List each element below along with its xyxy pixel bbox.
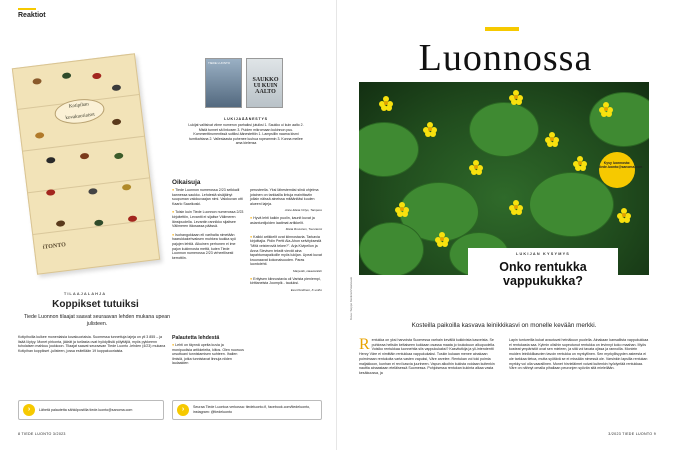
letter-3-signature: Marja Ek, Haaviankiin (292, 268, 322, 273)
feedback-title: Palautetta lehdestä (172, 335, 220, 341)
question-headline: Onko rentukka vappukukka? (499, 260, 587, 288)
bullet-icon: ● (250, 234, 254, 239)
question-box (468, 248, 618, 322)
correction-3: Isohangokkaan eli varihalta nimetään haarukkakehvaksen muhkea tuukka syö pajujen lehtiä. Aikuinen perhonen ei ime pajun kukinnosta mettä, kuten Tiede Luonnon numerossa 2/23 virheellisesti kerrottiin. (172, 232, 236, 260)
magazine-cover-2 (246, 58, 283, 108)
bullet-icon: ● (172, 210, 176, 215)
bullet-icon: ● (250, 276, 254, 281)
section-label: Reaktiot (18, 12, 46, 19)
send-feedback-box (18, 400, 164, 420)
correction-1: Tiede Luonnon numerossa 2/23 seikkaili kannessa saukko. Lehdestä sisäjäinyt suupuman valokuvaajan nimi. Valokuvan otti Kaarlo Saarikoski. (172, 188, 243, 206)
article-deck: Kosteilla paikoilla kasvava leinikkikasvi on monelle kevään merkki. (411, 322, 597, 329)
folio-left: 8 TIEDE LUONTO 3/2023 (18, 432, 66, 436)
poster-subtitle: Tiede Luonnon tilaajat saavat seuraavan lehden mukana upean julisteen. (23, 314, 171, 327)
feedback-column (172, 343, 244, 370)
letter-4: Erityisen kiinnostavia oli Varista pieniempi, kirittaneista Joomplk - tauluksi. (250, 276, 321, 286)
poster-logo: iTONTO (42, 242, 67, 251)
bullet-icon: ● (172, 232, 176, 237)
drop-cap: R (359, 336, 370, 353)
letter-1: perusteella. Yksi lähestemäsi siinä ohjelma jotainen on tarkkailla lintuja mainittaviin jollain näissä aineissa mitäänitäsi kuulen alueeni lajeja. (250, 188, 319, 206)
follow-text: Seuraa Tiede Luontoa verkossa: tiedeluonto.fi, facebook.com/tiedeluonto, instagram: @tiedeluonto (193, 405, 311, 414)
feedback-1: Lehti on täynnä upeita kuvia ja monipuolisia artikkeleita, kiitos. Olen nuoruus ursuttuani tunnistamisen suhteen. Ihailen ilmisiä, jotka tunnistavat linnuja niiden laulaaiden (172, 343, 244, 366)
award-text: Lukijat valitsivat viime numeron parhaiksi jutuiksi 1. Saukko ui kuin aalto 2. Mistä tunnet sä linkosen 3. Puiden mikromaan kukinnon puu. Kommenttirumentissä suitiksi äänestettiin 1. Lampsillin naama kismi tumtkahtana 2. Vallesiaasta puhenee luuhua ropeammin 3. Kunna meilee ama kielensa (188, 123, 304, 145)
article-column-1 (359, 338, 499, 376)
question-tag: LUKIJAN KYSYMYS (515, 252, 571, 256)
poster-image (18, 50, 168, 286)
article-column-2: Lapin tuntureilla kukat avautuvat heinäkuun puolella. Ainakaan kansallista vappukukkaa ei rentukasta saa. Kylmin olisihin sopeutunut rentukka on levinnyt koko maahan. Myös kosteat ympäristöt ovat sen mieleen, ja sitä voi tavata ojissa ja rannoilla. Moniein muiden leinikkilkasvien tavoin rentukka on myrkyllinen. Sen myrkyllisyyden asteesta ei ole tarkkaa tietoa, mutta syötävä se ei missään nimessä ole. Varsinkin lapsilla rentukan myrkky voi olla vaarallinen. Monet hirvieläimet voivat kuitenkin hyödyntää rentukkaa. Väre on nähnyt omalla pihallaan peuronjen syövän sitä mielellään. (509, 338, 649, 371)
letter-3: Kaikki artikkelit ovat kiinnostavia. Tarkavia kirjoittajia. Pidin Pertti Ala-Ahon selvityksestä "Mitä veisteroviä tekee?". Arja Kivipellon ja Anna Sievisen tekstit vievät aina tapahtumapaikoille myös lukijan. Upeat kuvat kruunaavat kokonaisuuden. Paras luontolehti. (250, 234, 322, 267)
corrections-column (172, 188, 244, 264)
award-tag: LUKIJAÄÄNESTYS (224, 117, 268, 121)
letter-4-signature: Essi Penttinen, K-votho (290, 287, 322, 292)
right-page (337, 0, 674, 450)
chevron-right-icon: › (177, 404, 189, 416)
cover1-masthead: TIEDE LUONTO (208, 61, 231, 65)
follow-box (172, 400, 322, 420)
cover2-title: SAUKKO UI KUIN AALTO (252, 77, 279, 95)
letters-column (250, 188, 322, 295)
photo-credit: Kuva: Seppo Keränen/Vastavalo (349, 276, 353, 320)
poster-headline: Koppikset tutuiksi (52, 299, 139, 310)
corrections-title: Oikaisuja (172, 179, 201, 186)
magazine-cover-1 (205, 58, 242, 108)
bullet-icon: ● (172, 188, 176, 192)
poster-title: Kotipihan kovakuoriaiset (53, 96, 106, 126)
letter-1-signature: Anne-Maria Virtys, Tampere (284, 208, 322, 213)
send-feedback-text: Lähetä palautetta sähköpostilla tiede.luonto@sanoma.com (39, 407, 133, 412)
letter-2: Hyvä lehti kaikin puolin, kaunit kuvat ja asiantuntijoiden laatimat artikkelit. (250, 215, 315, 225)
section-accent (18, 8, 36, 10)
bullet-icon: ● (250, 215, 254, 220)
page-title: Luonnossa (418, 37, 593, 79)
folio-right: 3/2023 TIEDE LUONTO 9 (608, 432, 656, 436)
title-accent (485, 27, 519, 31)
poster-sheet (12, 53, 160, 275)
correction-2: Toisin kuin Tiede Luonnon numerossa 2/23 kirjoitettiin, Levantti ei sijaitse Välimeren länsipuolella. Levantin rannikko sijaitsee Välimeren itäosassa päässä. (172, 210, 244, 229)
poster-article-text: Kotipihoilla kulkee monenlaisia kovakuoriaisia. Suomessa tunnettuja lajeja on yli 3 855 – ja lisää löytyy. Monet pirkonta, jäärät ja turilasta ovat hyödyllisiä pölyttäjiä, myös pykkeenn tuholaisen mahkuu joukkoon. Tilaajat saavat seuraavan Tiede Luonto -lehden (4/23) mukana Kotipihan koppikset -julisteen, jossa esitellään 19 koppakuoriaista. (18, 335, 166, 353)
ask-badge: Kysy luonnosta: tiede.luonto@sanoma.com (599, 152, 635, 188)
letter-2-signature: Maria Rouvinen, Tuusniemi (285, 227, 322, 232)
article-text-1: entukka on yksi harvoista Suomessa varhain kevällä kukkivista kasveista. Se puhkeaa helisän keltaiseen kukkaan osassa maata jo toukokuun alkupuolella. Voisiko rentukkaa luonnehtia siis vappukukaksi? Kasvitutkija ja yli-intendentti Henry Väre ei nimittäin rentukkaa vappukukaksi. Tuskin kukaan menee ainakaan poimimaan rentukoita varta vasten vapuksi, Väre arvelee. Rentukan voi toki poimia maljakkoon, kunhan ei revi kasvia juurineen. Vapun alkoihin kukista voidaan kuitenkin nauttia ainaastaan eteläisessä Suomessa. Pohjoisessa rentukan kukinta alkaa vasta kesäkuussa, ja (359, 338, 496, 375)
poster-tag: TILAAJALAHJA (63, 291, 107, 296)
bullet-icon: ● (172, 343, 176, 347)
chevron-right-icon: › (23, 404, 35, 416)
